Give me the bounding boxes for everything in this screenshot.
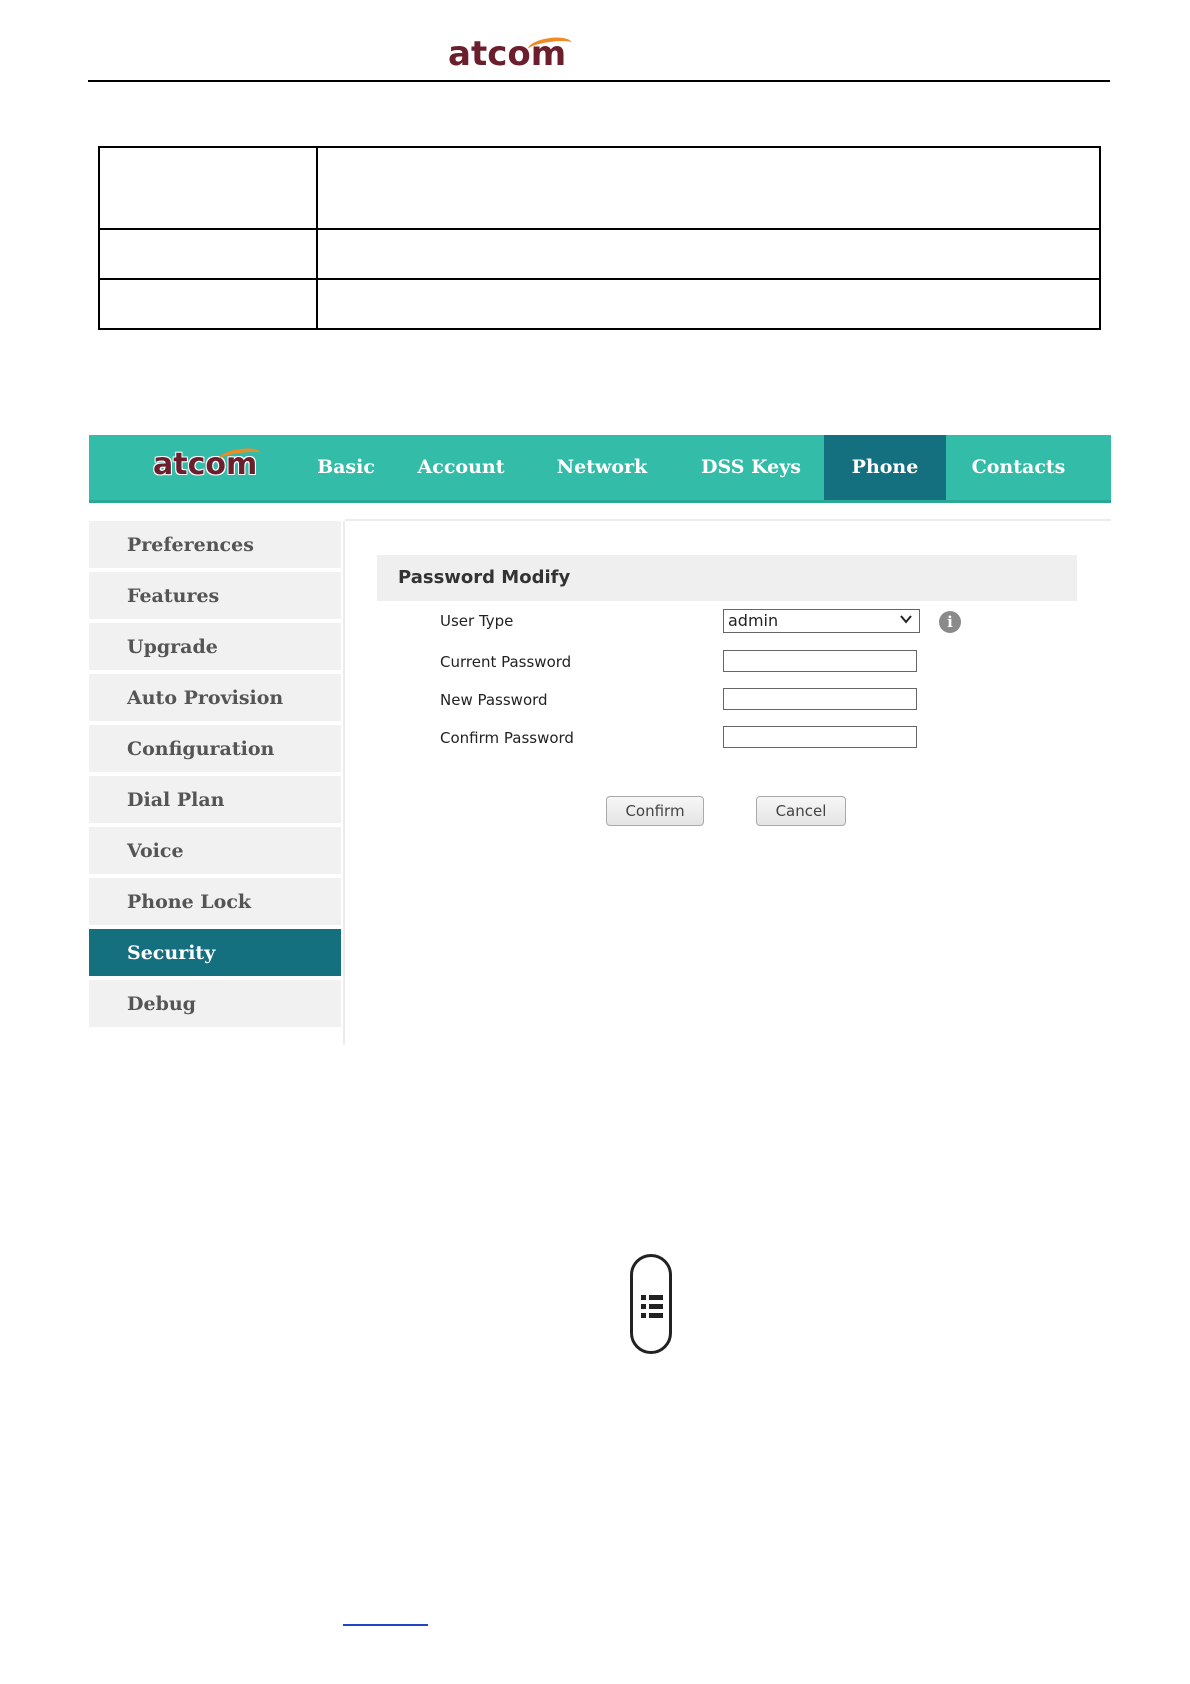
nav-tab-account[interactable]: Account (417, 456, 505, 478)
footer-link-underline[interactable] (343, 1624, 428, 1626)
user-type-select[interactable] (723, 609, 920, 633)
menu-bar (649, 1313, 663, 1318)
new-password-input[interactable] (723, 688, 917, 710)
sidebar-item-preferences[interactable]: Preferences (89, 521, 341, 570)
user-type-value: admin (728, 611, 779, 630)
nav-tab-network[interactable]: Network (556, 456, 648, 478)
top-navigation-bar (89, 435, 1111, 500)
cancel-button[interactable]: Cancel (756, 796, 846, 826)
confirm-password-input[interactable] (723, 726, 917, 748)
sidebar-item-debug[interactable]: Debug (89, 980, 341, 1029)
header-rule (88, 80, 1110, 82)
content-top-divider (345, 519, 1111, 521)
atcom-logo: atcom (448, 34, 567, 74)
table-cell (99, 229, 317, 279)
menu-bar (649, 1304, 663, 1309)
confirm-button[interactable]: Confirm (606, 796, 704, 826)
table-row (99, 147, 1100, 229)
table-cell (99, 147, 317, 229)
confirm-password-label: Confirm Password (440, 729, 574, 747)
table-cell (99, 279, 317, 329)
section-title: Password Modify (377, 555, 1077, 601)
sidebar-item-security[interactable]: Security (89, 929, 341, 978)
sidebar-item-auto-provision[interactable]: Auto Provision (89, 674, 341, 723)
info-icon[interactable]: i (939, 611, 961, 633)
table-row (99, 229, 1100, 279)
document-header (88, 30, 1110, 82)
phone-web-ui-screenshot (89, 435, 1111, 1045)
nav-bottom-border (89, 500, 1111, 503)
table-cell (317, 147, 1100, 229)
nav-tab-contacts[interactable]: Contacts (971, 456, 1066, 478)
menu-dot (641, 1304, 646, 1309)
table-row (99, 279, 1100, 329)
nav-atcom-logo: atcom (153, 447, 258, 482)
table-cell (317, 229, 1100, 279)
current-password-label: Current Password (440, 653, 572, 671)
sidebar (89, 521, 345, 1045)
nav-tab-basic[interactable]: Basic (317, 456, 375, 478)
nav-tab-dss-keys[interactable]: DSS Keys (700, 456, 802, 478)
menu-bar (649, 1295, 663, 1300)
menu-dot (641, 1295, 646, 1300)
document-table (98, 146, 1101, 330)
user-type-label: User Type (440, 612, 514, 630)
new-password-label: New Password (440, 691, 548, 709)
menu-dot (641, 1313, 646, 1318)
sidebar-item-upgrade[interactable]: Upgrade (89, 623, 341, 672)
sidebar-item-configuration[interactable]: Configuration (89, 725, 341, 774)
nav-tab-phone[interactable]: Phone (824, 435, 946, 500)
sidebar-item-phone-lock[interactable]: Phone Lock (89, 878, 341, 927)
menu-list-icon (630, 1254, 672, 1354)
table-cell (317, 279, 1100, 329)
sidebar-item-dial-plan[interactable]: Dial Plan (89, 776, 341, 825)
current-password-input[interactable] (723, 650, 917, 672)
sidebar-item-features[interactable]: Features (89, 572, 341, 621)
chevron-down-icon (899, 612, 913, 626)
sidebar-item-voice[interactable]: Voice (89, 827, 341, 876)
